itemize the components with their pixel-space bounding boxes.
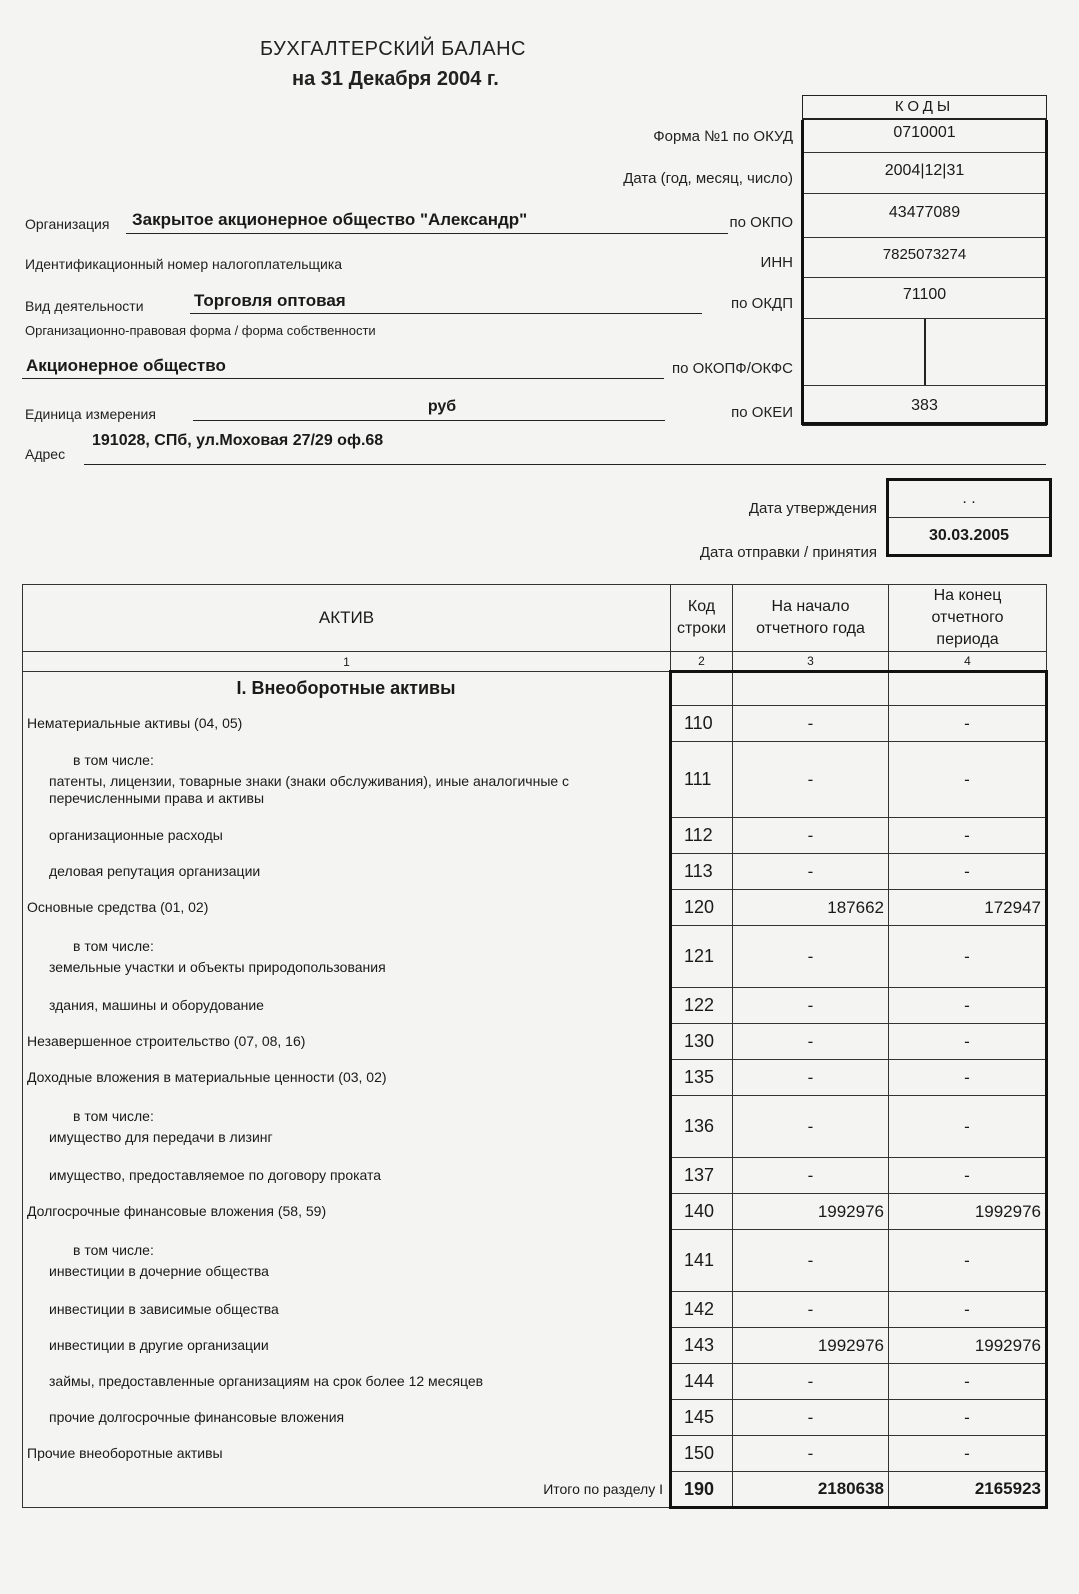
row-code: 136 xyxy=(671,1096,733,1158)
row-label: Основные средства (01, 02) xyxy=(23,890,671,926)
dates-box xyxy=(886,478,1052,557)
total-label: Итого по разделу I xyxy=(23,1472,671,1508)
row-end-value: - xyxy=(889,1292,1047,1328)
row-start-value: - xyxy=(733,926,889,988)
row-end-value: - xyxy=(889,742,1047,818)
row-end-value: - xyxy=(889,854,1047,890)
row-start-value: - xyxy=(733,1230,889,1292)
col-number-2: 2 xyxy=(671,652,733,672)
row-label xyxy=(23,1230,671,1292)
row-label-prefix: в том числе: xyxy=(73,752,154,768)
total-start-value: 2180638 xyxy=(733,1472,889,1508)
row-end-value: - xyxy=(889,1436,1047,1472)
total-code: 190 xyxy=(671,1472,733,1508)
row-code: 144 xyxy=(671,1364,733,1400)
row-label-sub: инвестиции в дочерние общества xyxy=(49,1262,269,1279)
row-code: 122 xyxy=(671,988,733,1024)
codes-heading: КОДЫ xyxy=(803,96,1046,120)
okdp-label: по ОКДП xyxy=(731,295,793,312)
okfs-code xyxy=(926,319,1046,385)
table-row xyxy=(23,890,1047,926)
row-label: Прочие внеоборотные активы xyxy=(23,1436,671,1472)
row-end-value: - xyxy=(889,988,1047,1024)
row-start-value: - xyxy=(733,742,889,818)
balance-table xyxy=(22,584,1048,1509)
inn-code: 7825073274 xyxy=(804,238,1045,278)
header-asset: АКТИВ xyxy=(23,585,671,652)
unit-label: Единица измерения xyxy=(25,406,156,422)
row-label: здания, машины и оборудование xyxy=(23,988,671,1024)
row-code: 140 xyxy=(671,1194,733,1230)
inn-code-label: ИНН xyxy=(760,254,793,271)
row-code: 145 xyxy=(671,1400,733,1436)
table-row xyxy=(23,1230,1047,1292)
row-label-prefix: в том числе: xyxy=(73,937,154,954)
table-row xyxy=(23,988,1047,1024)
form-value: Акционерное общество xyxy=(26,356,226,375)
row-code: 143 xyxy=(671,1328,733,1364)
row-end-value: - xyxy=(889,706,1047,742)
table-row xyxy=(23,1158,1047,1194)
row-label: займы, предоставленные организациям на срок более 12 месяцев xyxy=(23,1364,671,1400)
codes-box xyxy=(802,95,1047,426)
row-label: организационные расходы xyxy=(23,818,671,854)
unit-value: руб xyxy=(427,398,457,415)
row-start-value: - xyxy=(733,854,889,890)
row-code: 112 xyxy=(671,818,733,854)
document-subtitle: на 31 Декабря 2004 г. xyxy=(292,68,499,90)
total-end-value: 2165923 xyxy=(889,1472,1047,1508)
row-label xyxy=(23,926,671,988)
form-label: Организационно-правовая форма / форма собственности xyxy=(25,323,376,338)
document-title: БУХГАЛТЕРСКИЙ БАЛАНС xyxy=(260,38,526,60)
table-row xyxy=(23,1194,1047,1230)
row-code: 135 xyxy=(671,1060,733,1096)
activity-field xyxy=(190,291,702,314)
row-label: прочие долгосрочные финансовые вложения xyxy=(23,1400,671,1436)
address-field xyxy=(84,432,1046,465)
row-code: 130 xyxy=(671,1024,733,1060)
row-code: 150 xyxy=(671,1436,733,1472)
table-row xyxy=(23,1436,1047,1472)
row-code: 142 xyxy=(671,1292,733,1328)
header-start: На начало отчетного года xyxy=(733,585,889,652)
row-end-value: 1992976 xyxy=(889,1194,1047,1230)
row-start-value: 1992976 xyxy=(733,1194,889,1230)
okpo-code: 43477089 xyxy=(804,194,1045,238)
section-title: I. Внеоборотные активы xyxy=(23,672,671,706)
row-start-value: - xyxy=(733,1292,889,1328)
row-label: инвестиции в зависимые общества xyxy=(23,1292,671,1328)
row-start-value: - xyxy=(733,706,889,742)
row-start-value: - xyxy=(733,1096,889,1158)
row-label-prefix: в том числе: xyxy=(73,1107,154,1124)
row-code: 137 xyxy=(671,1158,733,1194)
header-code: Код строки xyxy=(671,585,733,652)
row-label-sub: имущество для передачи в лизинг xyxy=(49,1128,273,1145)
inn-label: Идентификационный номер налогоплательщика xyxy=(25,256,343,272)
row-code: 110 xyxy=(671,706,733,742)
org-name: Закрытое акционерное общество "Александр" xyxy=(132,210,528,229)
row-end-value: - xyxy=(889,926,1047,988)
okei-label: по ОКЕИ xyxy=(731,404,793,421)
row-start-value: 1992976 xyxy=(733,1328,889,1364)
row-start-value: - xyxy=(733,1436,889,1472)
form-field xyxy=(22,356,664,379)
row-label: деловая репутация организации xyxy=(23,854,671,890)
row-label xyxy=(23,742,671,818)
row-start-value: - xyxy=(733,818,889,854)
row-label: имущество, предоставляемое по договору проката xyxy=(23,1158,671,1194)
row-code: 113 xyxy=(671,854,733,890)
okud-label: Форма №1 по ОКУД xyxy=(653,128,793,145)
row-end-value: - xyxy=(889,1096,1047,1158)
row-start-value: - xyxy=(733,1158,889,1194)
table-row xyxy=(23,706,1047,742)
address-label: Адрес xyxy=(25,446,66,462)
table-row xyxy=(23,742,1047,818)
row-label-sub: земельные участки и объекты природопользования xyxy=(49,958,386,975)
table-row xyxy=(23,1364,1047,1400)
activity-label: Вид деятельности xyxy=(25,298,144,314)
row-end-value: - xyxy=(889,1158,1047,1194)
row-label xyxy=(23,1096,671,1158)
total-row xyxy=(23,1472,1047,1508)
table-row xyxy=(23,1096,1047,1158)
table-row xyxy=(23,926,1047,988)
row-end-value: - xyxy=(889,1230,1047,1292)
row-code: 111 xyxy=(671,742,733,818)
row-label: Нематериальные активы (04, 05) xyxy=(23,706,671,742)
table-row xyxy=(23,1024,1047,1060)
table-row xyxy=(23,854,1047,890)
row-start-value: 187662 xyxy=(733,890,889,926)
col-number-1: 1 xyxy=(23,652,671,672)
table-row xyxy=(23,1292,1047,1328)
col-number-3: 3 xyxy=(733,652,889,672)
approval-date-label: Дата утверждения xyxy=(748,500,877,517)
row-start-value: - xyxy=(733,1060,889,1096)
row-start-value: - xyxy=(733,1400,889,1436)
table-row xyxy=(23,818,1047,854)
approval-date: . . xyxy=(889,481,1049,518)
org-label: Организация xyxy=(25,216,110,232)
col-number-4: 4 xyxy=(889,652,1047,672)
okopf-code xyxy=(804,319,926,385)
date-label: Дата (год, месяц, число) xyxy=(623,170,793,187)
header-end: На конец отчетного периода xyxy=(889,585,1047,652)
section-row xyxy=(23,672,1047,706)
unit-field xyxy=(193,398,665,421)
org-field xyxy=(126,210,728,234)
okud-code: 0710001 xyxy=(804,120,1045,153)
row-label-sub: патенты, лицензии, товарные знаки (знаки обслуживания), иные аналогичные с перечисленными права и активы xyxy=(49,773,570,806)
row-end-value: - xyxy=(889,1060,1047,1096)
row-label: инвестиции в другие организации xyxy=(23,1328,671,1364)
okopf-okfs-codes xyxy=(804,319,1045,386)
row-label: Незавершенное строительство (07, 08, 16) xyxy=(23,1024,671,1060)
submission-date: 30.03.2005 xyxy=(928,527,1010,544)
row-code: 141 xyxy=(671,1230,733,1292)
row-code: 120 xyxy=(671,890,733,926)
table-row xyxy=(23,1328,1047,1364)
row-end-value: - xyxy=(889,1400,1047,1436)
row-start-value: - xyxy=(733,988,889,1024)
okpo-label: по ОКПО xyxy=(729,214,793,231)
okdp-code: 71100 xyxy=(804,278,1045,319)
row-end-value: 172947 xyxy=(889,890,1047,926)
table-row xyxy=(23,1060,1047,1096)
activity-value: Торговля оптовая xyxy=(194,291,346,310)
row-label-prefix: в том числе: xyxy=(73,1241,154,1258)
row-end-value: - xyxy=(889,1024,1047,1060)
table-row xyxy=(23,1400,1047,1436)
row-label: Доходные вложения в материальные ценности (03, 02) xyxy=(23,1060,671,1096)
submission-date-label: Дата отправки / принятия xyxy=(699,544,877,561)
okei-code: 383 xyxy=(911,397,938,414)
row-code: 121 xyxy=(671,926,733,988)
address-value: 191028, СПб, ул.Моховая 27/29 оф.68 xyxy=(92,432,384,449)
row-start-value: - xyxy=(733,1364,889,1400)
row-end-value: - xyxy=(889,818,1047,854)
row-end-value: 1992976 xyxy=(889,1328,1047,1364)
row-start-value: - xyxy=(733,1024,889,1060)
okopf-label: по ОКОПФ/ОКФС xyxy=(671,360,793,377)
row-label: Долгосрочные финансовые вложения (58, 59) xyxy=(23,1194,671,1230)
row-end-value: - xyxy=(889,1364,1047,1400)
date-code: 2004|12|31 xyxy=(804,153,1045,194)
